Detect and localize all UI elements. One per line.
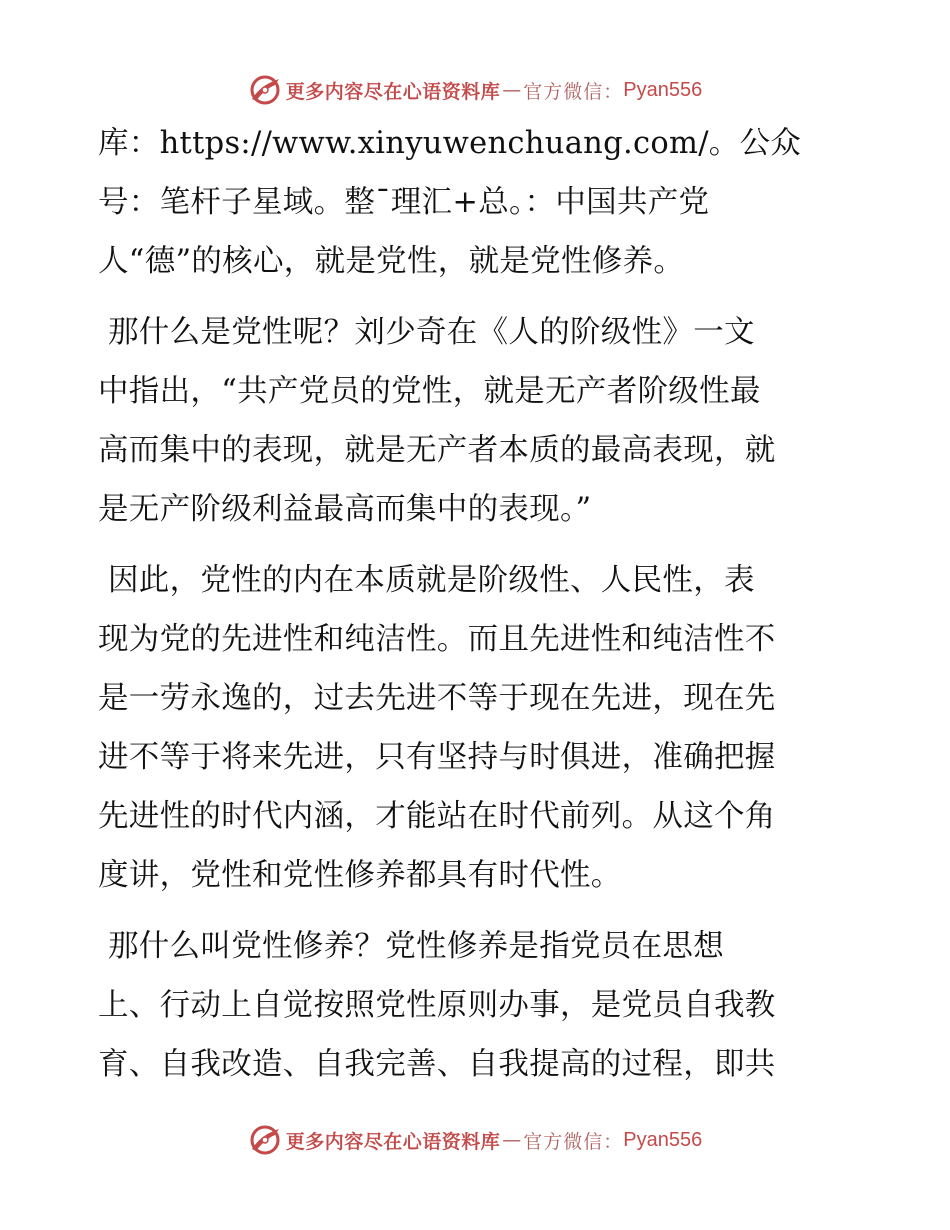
- paragraph: [98, 561, 858, 915]
- text-line: 那什么叫党性修养？党性修养是指党员在思想: [108, 929, 724, 964]
- text-line: 度讲，党性和党性修养都具有时代性。: [98, 858, 622, 893]
- banner-main-text: 更多内容尽在心语资料库: [285, 1130, 501, 1153]
- banner-wechat-id: Pyan556: [623, 78, 703, 101]
- pen-logo-icon: [248, 73, 282, 107]
- text-line: 高而集中的表现，就是无产者本质的最高表现，就: [98, 433, 776, 468]
- paragraph: [98, 124, 858, 301]
- text-line: 现为党的先进性和纯洁性。而且先进性和纯洁性不: [98, 622, 776, 657]
- text-line: 号：笔杆子星域。整¯理汇+总。：中国共产党: [98, 185, 710, 220]
- header-watermark-banner: [0, 70, 950, 110]
- text-line: 库：https://www.xinyuwenchuang.com/。公众: [98, 126, 802, 161]
- banner-label: 官方微信：: [523, 1130, 624, 1153]
- text-line: 是一劳永逸的，过去先进不等于现在先进，现在先: [98, 681, 776, 716]
- text-line: 人“德”的核心，就是党性，就是党性修养。: [98, 244, 685, 279]
- banner-main-text: 更多内容尽在心语资料库: [285, 80, 501, 103]
- banner-label: 官方微信：: [523, 80, 624, 103]
- text-line: 上、行动上自觉按照党性原则办事，是党员自我教: [98, 988, 776, 1023]
- text-line: 先进性的时代内涵，才能站在时代前列。从这个角: [98, 799, 776, 834]
- text-line: 育、自我改造、自我完善、自我提高的过程，即共: [98, 1047, 776, 1082]
- text-line: 进不等于将来先进，只有坚持与时俱进，准确把握: [98, 740, 776, 775]
- body-text: [98, 124, 858, 1104]
- text-line: 中指出，“共产党员的党性，就是无产者阶级性最: [98, 374, 761, 409]
- footer-watermark-banner: [0, 1120, 950, 1160]
- banner-separator: —: [502, 1129, 522, 1151]
- paragraph: [98, 313, 858, 549]
- banner-wechat-id: Pyan556: [623, 1128, 703, 1151]
- text-line: 因此，党性的内在本质就是阶级性、人民性，表: [108, 563, 755, 598]
- text-line: 是无产阶级利益最高而集中的表现。”: [98, 492, 592, 527]
- pen-logo-icon: [248, 1123, 282, 1157]
- paragraph: [98, 927, 858, 1104]
- text-line: 那什么是党性呢？刘少奇在《人的阶级性》一文: [108, 315, 755, 350]
- banner-separator: —: [502, 79, 522, 101]
